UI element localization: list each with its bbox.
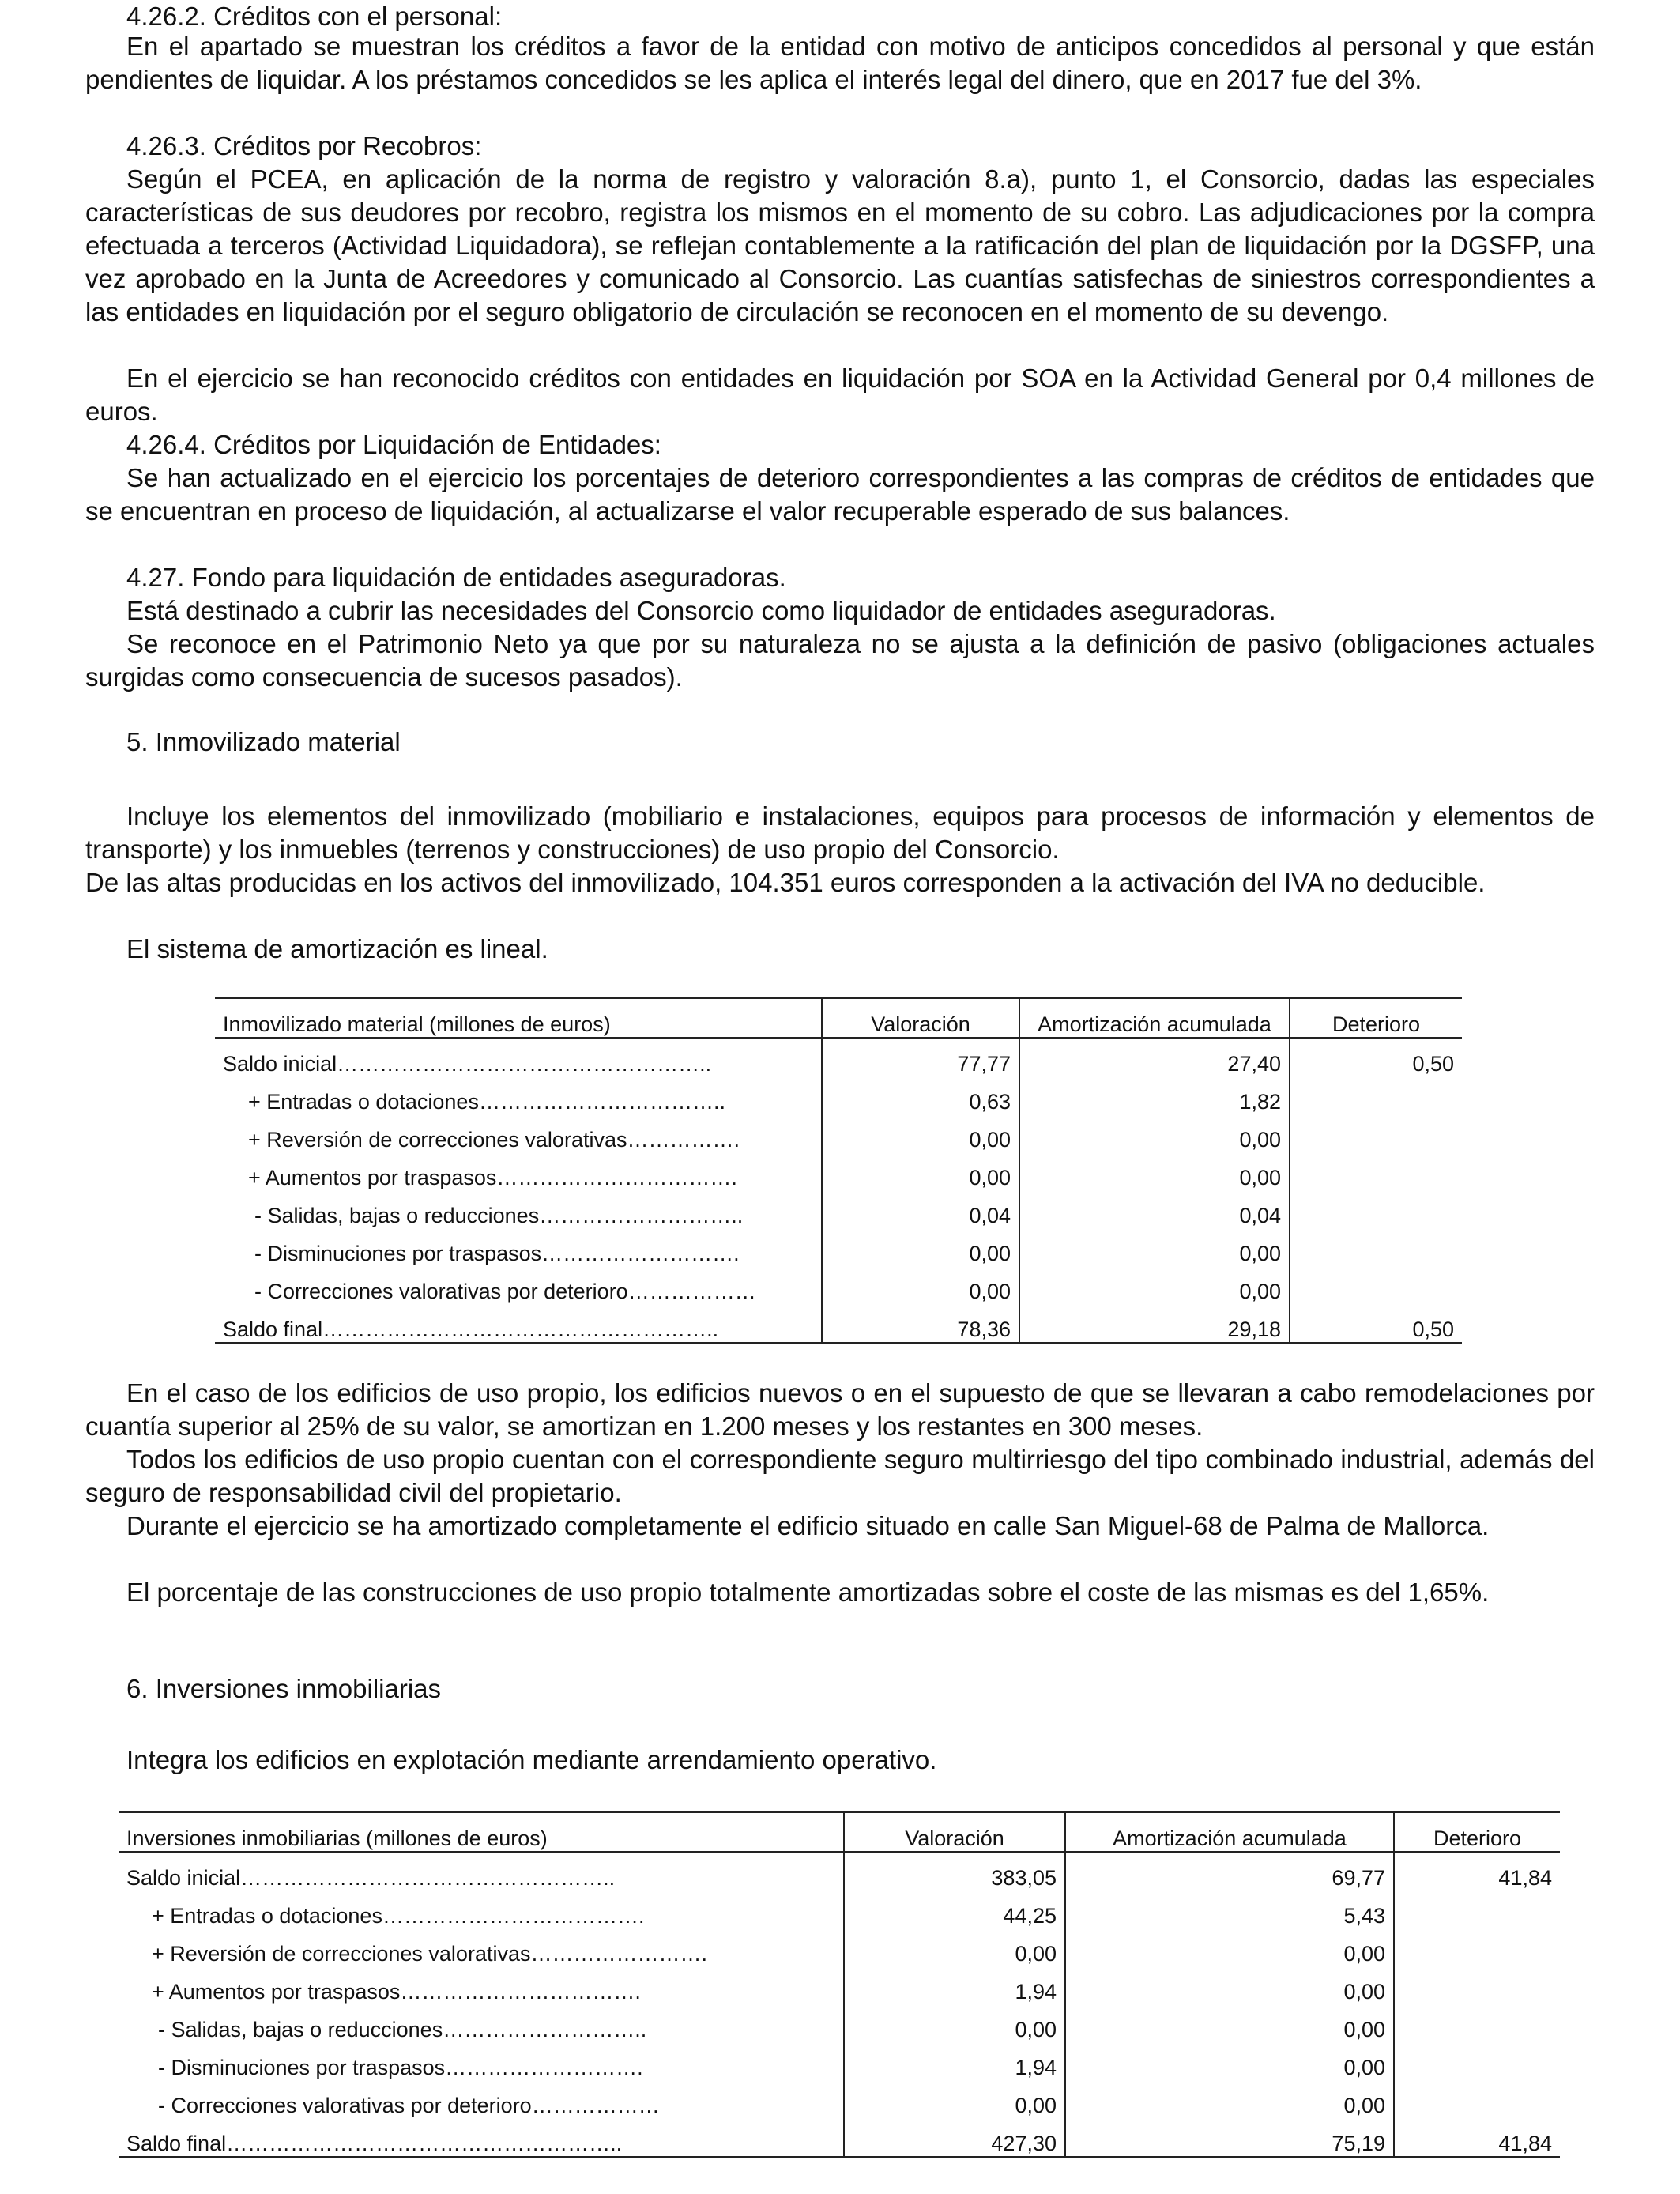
cell-amortizacion: 0,00 xyxy=(1065,2042,1394,2080)
row-label: + Aumentos por traspasos……………………………. xyxy=(215,1152,822,1190)
cell-deterioro xyxy=(1394,2080,1560,2118)
row-label: - Correcciones valorativas por deterioro……………… xyxy=(215,1266,822,1304)
table-row xyxy=(119,1891,1560,1928)
cell-valoracion: 0,63 xyxy=(822,1076,1019,1114)
row-label: + Aumentos por traspasos……………………………. xyxy=(119,1966,844,2004)
paragraph-soa: En el ejercicio se han reconocido créditos con entidades en liquidación por SOA en la Actividad General por 0,4 millones de euros. xyxy=(85,364,1595,426)
cell-amortizacion: 0,00 xyxy=(1065,1928,1394,1966)
cell-valoracion: 0,00 xyxy=(822,1228,1019,1266)
cell-amortizacion: 0,00 xyxy=(1019,1228,1290,1266)
cell-deterioro: 0,50 xyxy=(1412,1052,1454,1076)
table-row xyxy=(215,1038,1462,1076)
paragraph-amortizacion: El sistema de amortización es lineal. xyxy=(126,934,548,963)
cell-valoracion: 383,05 xyxy=(844,1852,1065,1891)
cell-deterioro xyxy=(1290,1152,1462,1190)
paragraph-inmovilizado-elementos: Incluye los elementos del inmovilizado (mobiliario e instalaciones, equipos para procesos de información y elementos de transporte) y los inmuebles (terrenos y construcciones) de uso propio del Consorcio. xyxy=(85,801,1595,864)
cell-valoracion: 0,00 xyxy=(822,1152,1019,1190)
cell-amortizacion: 1,82 xyxy=(1019,1076,1290,1114)
table-row xyxy=(119,2004,1560,2042)
paragraph-edificios-amortizacion: En el caso de los edificios de uso propio, los edificios nuevos o en el supuesto de que se llevaran a cabo remodelaciones por cuantía superior al 25% de su valor, se amortizan en 1.200 meses y los restantes en 300 meses. xyxy=(85,1378,1595,1441)
cell-amortizacion: 0,04 xyxy=(1019,1190,1290,1228)
row-label: - Disminuciones por traspasos………………………. xyxy=(119,2042,844,2080)
paragraph-san-miguel: Durante el ejercicio se ha amortizado completamente el edificio situado en calle San Miguel-68 de Palma de Mallorca. xyxy=(126,1511,1490,1540)
column-header: Deterioro xyxy=(1394,1812,1560,1852)
paragraph-patrimonio-neto: Se reconoce en el Patrimonio Neto ya que por su naturaleza no se ajusta a la definición de pasivo (obligaciones actuales surgidas como consecuencia de sucesos pasados). xyxy=(85,629,1595,692)
paragraph-seguro: Todos los edificios de uso propio cuentan con el correspondiente seguro multirriesgo del tipo combinado industrial, además del seguro de responsabilidad civil del propietario. xyxy=(85,1445,1595,1507)
table-row xyxy=(119,1966,1560,2004)
cell-valoracion: 0,00 xyxy=(844,2080,1065,2118)
column-header: Inmovilizado material (millones de euros) xyxy=(215,998,822,1038)
table-inversiones-inmobiliarias xyxy=(119,1811,1560,2158)
row-label: - Salidas, bajas o reducciones……………………….. xyxy=(119,2004,844,2042)
paragraph-creditos-personal: En el apartado se muestran los créditos a favor de la entidad con motivo de anticipos concedidos al personal y que están pendientes de liquidar. A los préstamos concedidos se les aplica el interés legal del dinero, que en 2017 fue del 3%. xyxy=(85,32,1595,94)
section-title-inmovilizado: 5. Inmovilizado material xyxy=(126,727,401,756)
cell-deterioro xyxy=(1290,1228,1462,1266)
cell-amortizacion: 5,43 xyxy=(1065,1891,1394,1928)
cell-amortizacion: 0,00 xyxy=(1019,1114,1290,1152)
row-label: - Salidas, bajas o reducciones……………………….. xyxy=(215,1190,822,1228)
heading-fondo-liquidacion: 4.27. Fondo para liquidación de entidades aseguradoras. xyxy=(126,563,786,592)
table-row xyxy=(215,1190,1462,1228)
cell-deterioro: 0,50 xyxy=(1290,1304,1462,1343)
table-header-row xyxy=(215,998,1462,1038)
cell-deterioro xyxy=(1290,1114,1462,1152)
row-label: - Disminuciones por traspasos………………………. xyxy=(215,1228,822,1266)
heading-creditos-recobros: 4.26.3. Créditos por Recobros: xyxy=(126,131,482,160)
heading-creditos-personal: 4.26.2. Créditos con el personal: xyxy=(126,2,503,31)
table-row xyxy=(215,1266,1462,1304)
paragraph-creditos-liquidacion: Se han actualizado en el ejercicio los porcentajes de deterioro correspondientes a las compras de créditos de entidades que se encuentran en proceso de liquidación, al actualizarse el valor recuperable esperado de sus balances. xyxy=(85,463,1595,526)
row-label: + Entradas o dotaciones…………………………….. xyxy=(215,1076,822,1114)
cell-valoracion: 0,00 xyxy=(844,1928,1065,1966)
row-label: Saldo final……………………………………………….. xyxy=(215,1304,822,1343)
column-header: Valoración xyxy=(844,1812,1065,1852)
cell-deterioro: 41,84 xyxy=(1394,2118,1560,2157)
paragraph-creditos-recobros: Según el PCEA, en aplicación de la norma de registro y valoración 8.a), punto 1, el Consorcio, dadas las especiales características de sus deudores por recobro, registra los mismos en el momento de su cobro. Las adjudicaciones por la compra efectuada a terceros (Actividad Liquidadora), se reflejan contablemente a la ratificación del plan de liquidación por la DGSFP, una vez aprobado en la Junta de Acreedores y comunicado al Consorcio. Las cuantías satisfechas de siniestros correspondientes a las entidades en liquidación por el seguro obligatorio de circulación se reconocen en el momento de su devengo. xyxy=(85,164,1595,326)
paragraph-iva: De las altas producidas en los activos del inmovilizado, 104.351 euros corresponden a la activación del IVA no deducible. xyxy=(85,868,1486,897)
column-header: Amortización acumulada xyxy=(1065,1812,1394,1852)
table-row xyxy=(119,2080,1560,2118)
cell-valoracion: 78,36 xyxy=(822,1304,1019,1343)
cell-amortizacion: 0,00 xyxy=(1065,1966,1394,2004)
table-row xyxy=(119,2118,1560,2157)
cell-amortizacion: 69,77 xyxy=(1065,1852,1394,1891)
cell-valoracion: 0,04 xyxy=(822,1190,1019,1228)
column-header: Amortización acumulada xyxy=(1019,998,1290,1038)
cell-valoracion: 0,00 xyxy=(822,1114,1019,1152)
section-title-inversiones: 6. Inversiones inmobiliarias xyxy=(126,1674,442,1703)
cell-amortizacion: 75,19 xyxy=(1065,2118,1394,2157)
cell-deterioro xyxy=(1290,1266,1462,1304)
table-row xyxy=(215,1076,1462,1114)
row-label: + Entradas o dotaciones………………………………. xyxy=(119,1891,844,1928)
cell-deterioro xyxy=(1290,1076,1462,1114)
table-row xyxy=(119,2042,1560,2080)
paragraph-fondo-destino: Está destinado a cubrir las necesidades del Consorcio como liquidador de entidades aseguradoras. xyxy=(126,596,1276,625)
table-row xyxy=(215,1114,1462,1152)
column-header: Deterioro xyxy=(1290,998,1462,1038)
table-row xyxy=(215,1228,1462,1266)
cell-valoracion: 0,00 xyxy=(822,1266,1019,1304)
cell-deterioro xyxy=(1394,1966,1560,2004)
row-label: - Correcciones valorativas por deterioro……………… xyxy=(119,2080,844,2118)
heading-creditos-liquidacion: 4.26.4. Créditos por Liquidación de Entidades: xyxy=(126,430,661,459)
column-header: Inversiones inmobiliarias (millones de euros) xyxy=(119,1812,844,1852)
row-label: Saldo inicial…………………………………………….. xyxy=(215,1038,822,1076)
table-row xyxy=(215,1152,1462,1190)
table-inmovilizado-material xyxy=(215,997,1462,1344)
paragraph-arrendamiento: Integra los edificios en explotación mediante arrendamiento operativo. xyxy=(126,1745,937,1774)
cell-valoracion: 44,25 xyxy=(844,1891,1065,1928)
cell-deterioro: 41,84 xyxy=(1498,1866,1552,1890)
cell-valoracion: 1,94 xyxy=(844,2042,1065,2080)
table-row xyxy=(119,1928,1560,1966)
cell-deterioro xyxy=(1290,1190,1462,1228)
cell-amortizacion: 29,18 xyxy=(1019,1304,1290,1343)
cell-amortizacion: 0,00 xyxy=(1065,2004,1394,2042)
row-label: + Reversión de correcciones valorativas……………. xyxy=(215,1114,822,1152)
table-row xyxy=(215,1304,1462,1343)
cell-valoracion: 1,94 xyxy=(844,1966,1065,2004)
cell-amortizacion: 0,00 xyxy=(1019,1152,1290,1190)
row-label: + Reversión de correcciones valorativas……………………. xyxy=(119,1928,844,1966)
cell-amortizacion: 27,40 xyxy=(1019,1038,1290,1076)
column-header: Valoración xyxy=(822,998,1019,1038)
table-header-row xyxy=(119,1812,1560,1852)
cell-deterioro xyxy=(1394,2042,1560,2080)
cell-deterioro xyxy=(1394,2004,1560,2042)
cell-deterioro xyxy=(1394,1891,1560,1928)
row-label: Saldo final……………………………………………….. xyxy=(119,2118,844,2157)
cell-valoracion: 0,00 xyxy=(844,2004,1065,2042)
cell-amortizacion: 0,00 xyxy=(1065,2080,1394,2118)
paragraph-porcentaje: El porcentaje de las construcciones de uso propio totalmente amortizadas sobre el coste de las mismas es del 1,65%. xyxy=(126,1578,1490,1607)
row-label: Saldo inicial…………………………………………….. xyxy=(119,1852,844,1891)
cell-valoracion: 427,30 xyxy=(844,2118,1065,2157)
cell-valoracion: 77,77 xyxy=(822,1038,1019,1076)
table-row xyxy=(119,1852,1560,1891)
cell-deterioro xyxy=(1394,1928,1560,1966)
cell-amortizacion: 0,00 xyxy=(1019,1266,1290,1304)
